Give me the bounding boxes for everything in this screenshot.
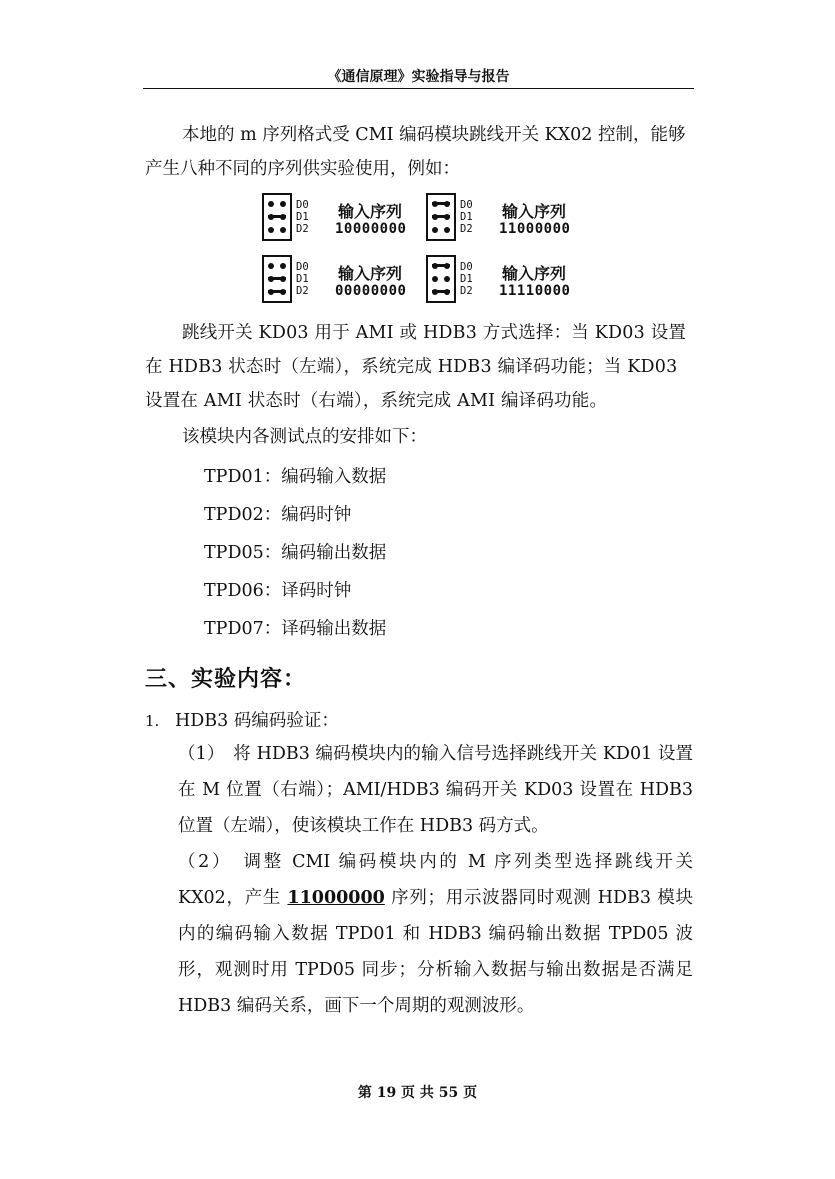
example-sequence: 11000000 [499, 221, 571, 237]
list-item: TPD01：编码输入数据 [204, 467, 387, 487]
step-2-text-after: 序列；用示波器同时观测 HDB3 模块内的编码输入数据 TPD01 和 HDB3 编码输出数据 TPD05 波形，观测时用 TPD05 同步；分析输入数据与输出数据是否满足 HDB3 编码关系，画下一个周期的观测波形。 [178, 888, 693, 1016]
paragraph-test-points-intro: 该模块内各测试点的安排如下： [182, 427, 427, 447]
pin-labels: D0 D1 D2 [460, 261, 473, 297]
test-point-list [204, 458, 386, 648]
page-header-title: 《通信原理》实验指导与报告 [327, 69, 510, 85]
item-number: 1. [145, 712, 160, 730]
example-title: 输入序列 [338, 202, 403, 221]
step-1: （1） 将 HDB3 编码模块内的输入信号选择跳线开关 KD01 设置在 M 位置（右端）；AMI/HDB3 编码开关 KD03 设置在 HDB3 位置（左端），使该模块工作在 HDB3 码方式。 [178, 744, 693, 836]
step-2 [178, 844, 693, 1024]
example-title: 输入序列 [502, 264, 567, 283]
jumper-block-icon [262, 255, 292, 303]
example-title: 输入序列 [502, 202, 567, 221]
pin-labels: D0 D1 D2 [296, 261, 309, 297]
pin-labels: D0 D1 D2 [460, 199, 473, 235]
list-item: TPD02：编码时钟 [204, 505, 352, 525]
example-title: 输入序列 [338, 264, 403, 283]
page-footer: 第 19 页 共 55 页 [357, 1085, 478, 1101]
example-sequence: 10000000 [335, 221, 407, 237]
paragraph-kd03: 跳线开关 KD03 用于 AMI 或 HDB3 方式选择：当 KD03 设置在 HDB3 状态时（左端），系统完成 HDB3 编译码功能；当 KD03 设置在 AMI 状态时（右端），系统完成 AMI 编译码功能。 [145, 323, 687, 411]
list-item: TPD06：译码时钟 [204, 581, 352, 601]
section-heading: 三、实验内容： [145, 666, 307, 692]
example-sequence: 11110000 [499, 283, 571, 299]
header-divider [143, 88, 694, 89]
item-heading [145, 705, 339, 737]
jumper-figure [262, 193, 592, 303]
jumper-block-icon [426, 255, 456, 303]
sequence-value: 11000000 [287, 888, 385, 908]
paragraph-m-sequence: 本地的 m 序列格式受 CMI 编码模块跳线开关 KX02 控制，能够产生八种不同的序列供实验使用，例如： [145, 125, 686, 179]
jumper-block-icon [426, 193, 456, 241]
item-title: HDB3 码编码验证： [175, 711, 339, 731]
step-2-text-before: （2） 调整 CMI 编码模块内的 M 序列类型选择跳线开关 KX02，产生 [178, 852, 693, 908]
example-sequence: 00000000 [335, 283, 407, 299]
jumper-block-icon [262, 193, 292, 241]
list-item: TPD07：译码输出数据 [204, 619, 387, 639]
pin-labels: D0 D1 D2 [296, 199, 309, 235]
list-item: TPD05：编码输出数据 [204, 543, 387, 563]
